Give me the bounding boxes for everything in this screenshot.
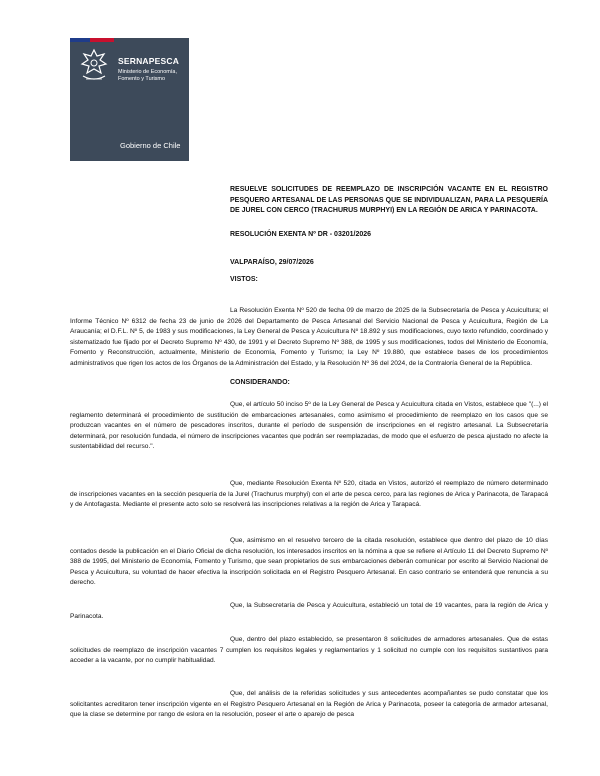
- considerando-paragraph-5: Que, dentro del plazo establecido, se presentaron 8 solicitudes de armadores artesanales. Que de estas solicitudes de reemplazo de inscripción vacantes 7 cumplen los requisitos legales y reglamentarios y 1 solicitud no cumple con los requisitos sustantivos para acceder a la vacante, por no cumplir habitualidad.: [70, 636, 548, 664]
- place-date: VALPARAÍSO, 29/07/2026: [230, 259, 314, 266]
- considerando-paragraph-2: Que, mediante Resolución Exenta Nº 520, citada en Vistos, autorizó el reemplazo de número determinado de inscripciones vacantes en la sección pesquería de la Jurel (Trachurus murphyi) con el arte de pesca cerco, para las regiones de Arica y Parinacota, de Tarapacá y de Antofagasta. Mediante el presente acto solo se resolverá las inscripciones relativas a la región de Arica y Tarapacá.: [70, 480, 548, 508]
- considerando-paragraph-6: Que, del análisis de la referidas solicitudes y sus antecedentes acompañantes se pudo constatar que los solicitantes acreditaron tener inscripción vigente en el Registro Pesquero Artesanal en la Región de Arica y Parinacota, poseer la categoría de armador artesanal, que la clase se determine por rango de eslora en la resolución, poseer el arte o aparejo de pesca: [70, 690, 548, 718]
- considerando-heading: CONSIDERANDO:: [230, 379, 290, 386]
- considerando-paragraph-4: Que, la Subsecretaría de Pesca y Acuicultura, estableció un total de 19 vacantes, para la región de Arica y Parinacota.: [70, 602, 548, 620]
- brand-name: SERNAPESCA: [118, 56, 180, 66]
- coat-of-arms-icon: [74, 46, 114, 86]
- document-title: RESUELVE SOLICITUDES DE REEMPLAZO DE INSCRIPCIÓN VACANTE EN EL REGISTRO PESQUERO ARTESANAL DE LAS PERSONAS QUE SE INDIVIDUALIZAN, PARA LA PESQUERÍA DE JUREL CON CERCO (TRACHURUS MURPHYI) EN LA REGIÓN DE ARICA Y PARINACOTA.: [230, 186, 548, 214]
- government-label: Gobierno de Chile: [120, 141, 181, 150]
- considerando-paragraph-3: Que, asimismo en el resuelvo tercero de la citada resolución, establece que dentro del plazo de 10 días contados desde la publicación en el Diario Oficial de dicha resolución, los interesados inscritos en la nómina a que se refiere el Artículo 11 del Decreto Supremo Nº 388 de 1995, del Ministerio de Economía, Fomento y Turismo, que sean propietarios de sus embarcaciones deberán comunicar por escrito al Servicio Nacional de Pesca y Acuicultura, su voluntad de hacer efectiva la inscripción solicitada en el Registro Pesquero Artesanal. En caso contrario se entenderá que renuncia a su derecho.: [70, 537, 548, 586]
- flag-stripe-blue: [70, 38, 90, 42]
- ministry-name: Ministerio de Economía, Fomento y Turismo: [118, 69, 177, 82]
- resolution-number: RESOLUCIÓN EXENTA Nº DR - 03201/2026: [230, 231, 372, 238]
- vistos-heading: VISTOS:: [230, 276, 258, 283]
- vistos-paragraph: La Resolución Exenta Nº 520 de fecha 09 de marzo de 2025 de la Subsecretaría de Pesca y Acuicultura; el Informe Técnico Nº 6312 de fecha 23 de junio de 2026 del Departamento de Pesca Artesanal del Servicio Nacional de Pesca y Acuicultura, Región de La Araucanía; el D.F.L. Nº 5, de 1983 y sus modificaciones, la Ley General de Pesca y Acuicultura Nº 18.892 y sus modificaciones, cuyo texto refundido, coordinado y sistematizado fue fijado por el Decreto Supremo Nº 430, de 1991 y el Decreto Supremo Nº 388, de 1995 y sus modificaciones, todos del Ministerio de Economía, Fomento y Reconstrucción, actualmente, Ministerio de Economía, Fomento y Turismo; la Ley Nº 19.880, que establece bases de los procedimientos administrativos que rigen los actos de los Órganos de la Administración del Estado, y la Resolución Nº 36 del 2024, de la Contraloría General de la República.: [70, 307, 548, 367]
- flag-stripe-red: [90, 38, 114, 42]
- considerando-paragraph-1: Que, el artículo 50 inciso 5º de la Ley General de Pesca y Acuicultura citada en Vistos, establece que "(...) el reglamento determinará el procedimiento de sustitución de embarcaciones artesanales, como asimismo el procedimiento de reemplazo en los casos que se produzcan vacantes en el número de pescadores inscritos, durante el período de suspensión de inscripciones en el registro artesanal. La Subsecretaría determinará, por resolución fundada, el número de inscripciones vacantes que podrán ser reemplazadas, de modo que el esfuerzo de pesca ajustado no afecte la sustentabilidad del recurso.".: [70, 401, 548, 450]
- sernapesca-logo: [70, 38, 189, 161]
